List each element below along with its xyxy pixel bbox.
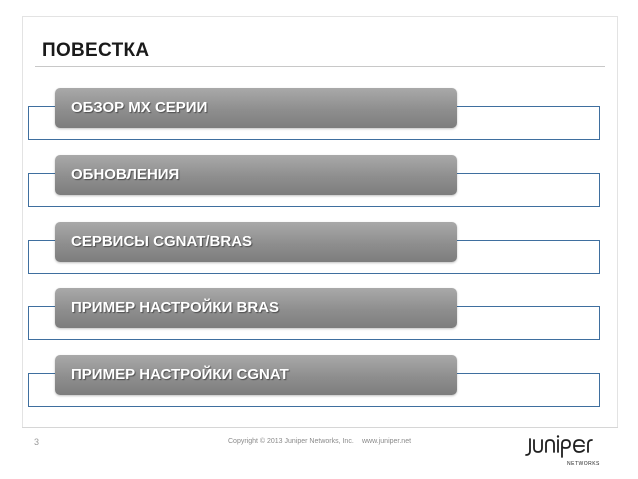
slide-title: ПОВЕСТКА [42,40,150,61]
agenda-item-label: ПРИМЕР НАСТРОЙКИ CGNAT [71,366,289,383]
website-link[interactable]: www.juniper.net [362,438,412,445]
agenda-item-5[interactable] [28,355,600,425]
frame-line-right [617,16,618,427]
agenda-item-label: ПРИМЕР НАСТРОЙКИ BRAS [71,299,280,316]
frame-line-top [22,16,618,17]
agenda-item-4[interactable] [28,288,600,358]
copyright-text: Copyright © 2013 Juniper Networks, Inc. [228,438,354,445]
agenda-item-label: ОБЗОР МХ СЕРИИ [71,99,208,116]
juniper-logo-icon [523,435,605,467]
svg-text:NETWORKS: NETWORKS [567,461,600,467]
agenda-item-3[interactable] [28,222,600,292]
footer-divider [22,427,618,428]
page-number: 3 [34,437,40,447]
agenda-item-2[interactable] [28,155,600,225]
agenda-item-label: ОБНОВЛЕНИЯ [71,166,180,183]
agenda-item-label: СЕРВИСЫ CGNAT/BRAS [71,233,253,250]
frame-line-left [22,16,23,427]
title-divider [35,66,605,67]
agenda-item-1[interactable] [28,88,600,158]
